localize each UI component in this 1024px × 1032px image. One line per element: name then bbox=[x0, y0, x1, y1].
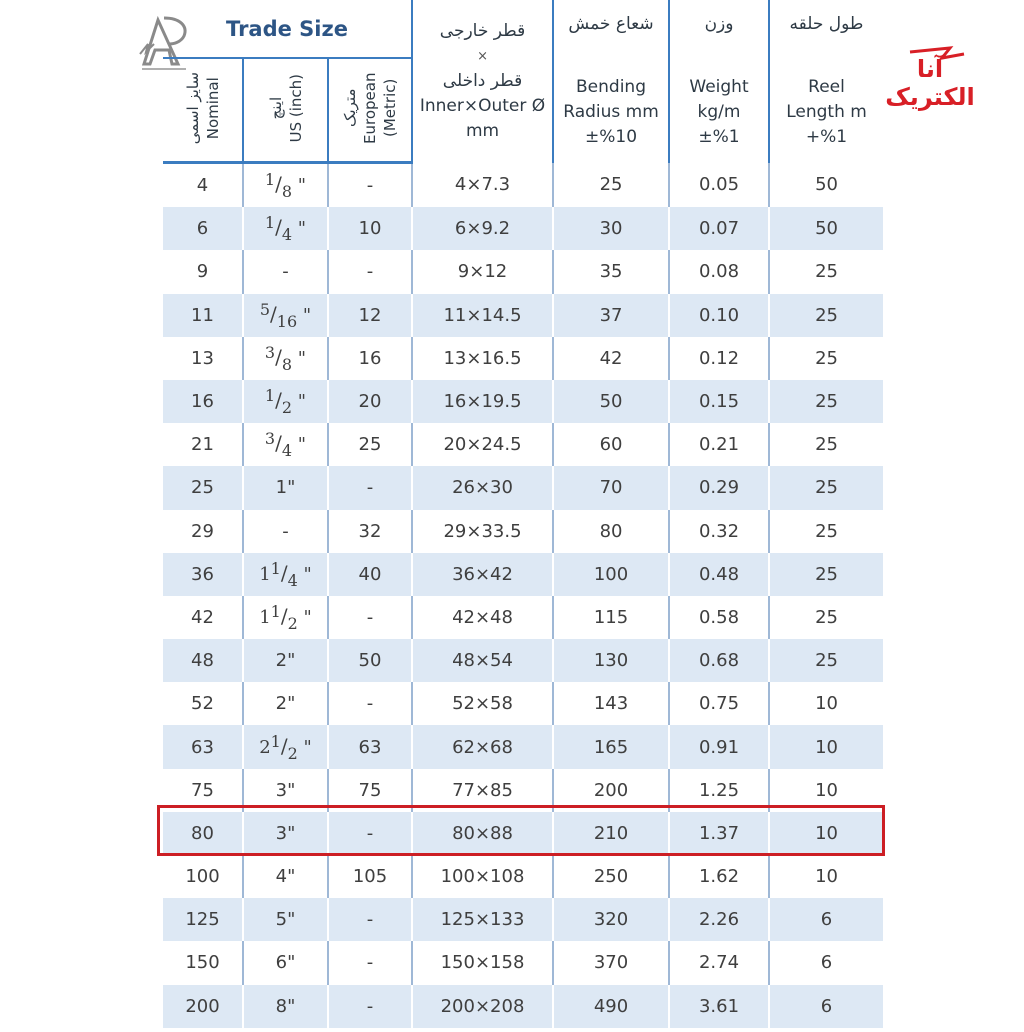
cell-us: 6" bbox=[243, 941, 328, 984]
cell-weight: 2.26 bbox=[669, 898, 769, 941]
cell-bend: 37 bbox=[553, 294, 669, 337]
cell-us: - bbox=[243, 250, 328, 293]
specs-table-body bbox=[163, 163, 883, 1028]
table-row bbox=[163, 941, 883, 984]
reel-header-fa: طول حلقه bbox=[789, 14, 864, 35]
table-row bbox=[163, 725, 883, 768]
cell-dia: 36×42 bbox=[412, 553, 553, 596]
cell-nominal: 42 bbox=[163, 596, 243, 639]
cell-dia: 100×108 bbox=[412, 855, 553, 898]
cell-reel: 25 bbox=[769, 510, 883, 553]
us-header-en: US (inch) bbox=[286, 73, 305, 143]
cell-nominal: 63 bbox=[163, 725, 243, 768]
cell-us: 2" bbox=[243, 682, 328, 725]
cell-dia: 29×33.5 bbox=[412, 510, 553, 553]
cell-weight: 0.91 bbox=[669, 725, 769, 768]
cell-us bbox=[243, 553, 328, 596]
cell-reel: 6 bbox=[769, 941, 883, 984]
cell-dia: 4×7.3 bbox=[412, 163, 553, 208]
cell-weight: 0.08 bbox=[669, 250, 769, 293]
nominal-header bbox=[163, 58, 243, 163]
cell-bend: 490 bbox=[553, 985, 669, 1028]
cell-us bbox=[243, 163, 328, 208]
cell-weight: 0.10 bbox=[669, 294, 769, 337]
cell-weight: 1.37 bbox=[669, 812, 769, 855]
cell-weight: 0.12 bbox=[669, 337, 769, 380]
table-row bbox=[163, 553, 883, 596]
cell-bend: 200 bbox=[553, 769, 669, 812]
cell-nominal: 25 bbox=[163, 466, 243, 509]
cell-eu: - bbox=[328, 163, 412, 208]
cell-bend: 35 bbox=[553, 250, 669, 293]
cell-us: 2" bbox=[243, 639, 328, 682]
cell-nominal: 125 bbox=[163, 898, 243, 941]
us-header-fa: اینچ bbox=[266, 96, 285, 120]
cell-reel: 10 bbox=[769, 682, 883, 725]
cell-bend: 370 bbox=[553, 941, 669, 984]
cell-nominal: 150 bbox=[163, 941, 243, 984]
table-row bbox=[163, 466, 883, 509]
table-row bbox=[163, 423, 883, 466]
fraction-value: $1^1/_4$ " bbox=[259, 558, 312, 590]
cell-eu: - bbox=[328, 985, 412, 1028]
fraction-value: $1^1/_2$ " bbox=[259, 601, 312, 633]
cell-nominal: 100 bbox=[163, 855, 243, 898]
cell-us bbox=[243, 423, 328, 466]
cell-eu: - bbox=[328, 812, 412, 855]
cell-bend: 115 bbox=[553, 596, 669, 639]
cell-eu: 25 bbox=[328, 423, 412, 466]
european-metric-header bbox=[328, 58, 412, 163]
cell-nominal: 29 bbox=[163, 510, 243, 553]
cell-bend: 320 bbox=[553, 898, 669, 941]
fraction-value: $^3/_8$ " bbox=[264, 342, 307, 374]
weight-header-en3: ±%1 bbox=[698, 127, 740, 148]
cell-eu: 63 bbox=[328, 725, 412, 768]
cell-weight: 0.75 bbox=[669, 682, 769, 725]
cell-nominal: 16 bbox=[163, 380, 243, 423]
cell-reel: 10 bbox=[769, 855, 883, 898]
cell-dia: 9×12 bbox=[412, 250, 553, 293]
bending-radius-header bbox=[553, 0, 669, 163]
bending-header-en2: Radius mm bbox=[563, 102, 659, 123]
brand-logo-text: آنا الکتریک bbox=[885, 55, 975, 111]
cell-weight: 1.62 bbox=[669, 855, 769, 898]
weight-header-fa: وزن bbox=[704, 14, 734, 35]
us-inch-header bbox=[243, 58, 328, 163]
cell-us: - bbox=[243, 510, 328, 553]
cell-nominal: 13 bbox=[163, 337, 243, 380]
cell-eu: 16 bbox=[328, 337, 412, 380]
cell-bend: 130 bbox=[553, 639, 669, 682]
cell-us bbox=[243, 337, 328, 380]
weight-header-en2: kg/m bbox=[697, 102, 741, 123]
cell-bend: 70 bbox=[553, 466, 669, 509]
cell-dia: 200×208 bbox=[412, 985, 553, 1028]
cell-nominal: 36 bbox=[163, 553, 243, 596]
table-row bbox=[163, 596, 883, 639]
trade-size-header: Trade Size bbox=[163, 0, 412, 58]
fraction-value: $^1/_4$ " bbox=[264, 213, 307, 245]
reel-length-header bbox=[769, 0, 883, 163]
table-row bbox=[163, 337, 883, 380]
cell-nominal: 11 bbox=[163, 294, 243, 337]
cell-bend: 50 bbox=[553, 380, 669, 423]
cell-reel: 25 bbox=[769, 466, 883, 509]
reel-header-en2: Length m bbox=[786, 102, 867, 123]
cell-reel: 6 bbox=[769, 985, 883, 1028]
cell-nominal: 48 bbox=[163, 639, 243, 682]
cell-weight: 0.32 bbox=[669, 510, 769, 553]
diameter-header-fa-outer: قطر خارجی bbox=[439, 20, 526, 41]
cell-us: 4" bbox=[243, 855, 328, 898]
cell-weight: 2.74 bbox=[669, 941, 769, 984]
cell-bend: 100 bbox=[553, 553, 669, 596]
cell-nominal: 52 bbox=[163, 682, 243, 725]
fraction-value: $2^1/_2$ " bbox=[259, 731, 312, 763]
cell-us: 5" bbox=[243, 898, 328, 941]
cell-dia: 48×54 bbox=[412, 639, 553, 682]
cell-nominal: 21 bbox=[163, 423, 243, 466]
table-row bbox=[163, 163, 883, 208]
diameter-header bbox=[412, 0, 553, 163]
cell-bend: 165 bbox=[553, 725, 669, 768]
cell-eu: - bbox=[328, 898, 412, 941]
cell-eu: 20 bbox=[328, 380, 412, 423]
cell-dia: 150×158 bbox=[412, 941, 553, 984]
weight-header-en1: Weight bbox=[689, 77, 749, 98]
cell-dia: 42×48 bbox=[412, 596, 553, 639]
cell-reel: 25 bbox=[769, 337, 883, 380]
cell-eu: 32 bbox=[328, 510, 412, 553]
cell-weight: 0.29 bbox=[669, 466, 769, 509]
cell-weight: 1.25 bbox=[669, 769, 769, 812]
table-row bbox=[163, 985, 883, 1028]
cell-eu: - bbox=[328, 682, 412, 725]
table-row bbox=[163, 898, 883, 941]
cell-us: 1" bbox=[243, 466, 328, 509]
reel-header-en3: +%1 bbox=[805, 127, 848, 148]
reel-header-en1: Reel bbox=[808, 77, 845, 98]
cell-weight: 3.61 bbox=[669, 985, 769, 1028]
table-row bbox=[163, 510, 883, 553]
cell-us bbox=[243, 380, 328, 423]
cell-nominal: 6 bbox=[163, 207, 243, 250]
cell-weight: 0.48 bbox=[669, 553, 769, 596]
cell-dia: 52×58 bbox=[412, 682, 553, 725]
cell-us bbox=[243, 725, 328, 768]
cell-dia: 16×19.5 bbox=[412, 380, 553, 423]
fraction-value: $^3/_4$ " bbox=[264, 429, 307, 461]
cell-weight: 0.58 bbox=[669, 596, 769, 639]
specs-table-wrapper bbox=[163, 0, 883, 1028]
bending-header-en1: Bending bbox=[576, 77, 646, 98]
table-row bbox=[163, 294, 883, 337]
cell-eu: 75 bbox=[328, 769, 412, 812]
cell-eu: 40 bbox=[328, 553, 412, 596]
cell-eu: 50 bbox=[328, 639, 412, 682]
table-row bbox=[163, 639, 883, 682]
cell-dia: 26×30 bbox=[412, 466, 553, 509]
cell-nominal: 200 bbox=[163, 985, 243, 1028]
bending-header-en3: ±%10 bbox=[585, 127, 638, 148]
cell-dia: 125×133 bbox=[412, 898, 553, 941]
cell-dia: 77×85 bbox=[412, 769, 553, 812]
cell-eu: - bbox=[328, 596, 412, 639]
nominal-header-en: Nominal bbox=[203, 76, 222, 140]
cell-dia: 62×68 bbox=[412, 725, 553, 768]
nominal-header-fa: سایز اسمی bbox=[183, 71, 202, 145]
cell-reel: 6 bbox=[769, 898, 883, 941]
cell-reel: 25 bbox=[769, 380, 883, 423]
cell-nominal: 4 bbox=[163, 163, 243, 208]
eu-header-fa: متریک bbox=[341, 88, 359, 128]
fraction-value: $^1/_8$ " bbox=[264, 170, 307, 202]
cell-reel: 50 bbox=[769, 207, 883, 250]
bending-header-fa: شعاع خمش bbox=[568, 14, 654, 35]
conduit-specs-table bbox=[163, 0, 883, 1028]
cell-reel: 10 bbox=[769, 812, 883, 855]
highlighted-row-frame bbox=[157, 805, 885, 856]
cell-us: 3" bbox=[243, 769, 328, 812]
cell-reel: 25 bbox=[769, 423, 883, 466]
cell-eu: 105 bbox=[328, 855, 412, 898]
cell-reel: 10 bbox=[769, 769, 883, 812]
cell-bend: 30 bbox=[553, 207, 669, 250]
cell-eu: 12 bbox=[328, 294, 412, 337]
cell-bend: 80 bbox=[553, 510, 669, 553]
cell-us bbox=[243, 207, 328, 250]
cell-reel: 50 bbox=[769, 163, 883, 208]
cell-bend: 210 bbox=[553, 812, 669, 855]
table-row bbox=[163, 682, 883, 725]
cell-us bbox=[243, 294, 328, 337]
cell-bend: 250 bbox=[553, 855, 669, 898]
diameter-header-fa-inner: قطر داخلی bbox=[442, 70, 523, 91]
cell-nominal: 75 bbox=[163, 769, 243, 812]
cell-weight: 0.07 bbox=[669, 207, 769, 250]
cell-weight: 0.05 bbox=[669, 163, 769, 208]
cell-bend: 143 bbox=[553, 682, 669, 725]
table-row bbox=[163, 380, 883, 423]
cell-dia: 20×24.5 bbox=[412, 423, 553, 466]
cell-weight: 0.68 bbox=[669, 639, 769, 682]
cell-bend: 42 bbox=[553, 337, 669, 380]
cell-us: 3" bbox=[243, 812, 328, 855]
cell-nominal: 80 bbox=[163, 812, 243, 855]
cell-us bbox=[243, 596, 328, 639]
cell-reel: 25 bbox=[769, 639, 883, 682]
table-row bbox=[163, 855, 883, 898]
cell-bend: 60 bbox=[553, 423, 669, 466]
weight-header bbox=[669, 0, 769, 163]
fraction-value: $^5/_{16}$ " bbox=[259, 299, 312, 331]
diameter-header-en: Inner×Outer Ø bbox=[419, 95, 546, 116]
cell-eu: - bbox=[328, 466, 412, 509]
cell-bend: 25 bbox=[553, 163, 669, 208]
cell-reel: 25 bbox=[769, 553, 883, 596]
cell-weight: 0.15 bbox=[669, 380, 769, 423]
cell-us: 8" bbox=[243, 985, 328, 1028]
cell-dia: 80×88 bbox=[412, 812, 553, 855]
cell-eu: - bbox=[328, 250, 412, 293]
cell-reel: 10 bbox=[769, 725, 883, 768]
eu-header-en: European (Metric) bbox=[361, 72, 399, 144]
fraction-value: $^1/_2$ " bbox=[264, 386, 307, 418]
table-row bbox=[163, 250, 883, 293]
cell-nominal: 9 bbox=[163, 250, 243, 293]
diameter-header-times: × bbox=[477, 48, 488, 64]
diameter-header-unit: mm bbox=[465, 120, 500, 141]
cell-eu: - bbox=[328, 941, 412, 984]
cell-reel: 25 bbox=[769, 250, 883, 293]
cell-weight: 0.21 bbox=[669, 423, 769, 466]
cell-reel: 25 bbox=[769, 596, 883, 639]
cell-reel: 25 bbox=[769, 294, 883, 337]
cell-eu: 10 bbox=[328, 207, 412, 250]
cell-dia: 6×9.2 bbox=[412, 207, 553, 250]
table-row bbox=[163, 207, 883, 250]
cell-dia: 11×14.5 bbox=[412, 294, 553, 337]
cell-dia: 13×16.5 bbox=[412, 337, 553, 380]
